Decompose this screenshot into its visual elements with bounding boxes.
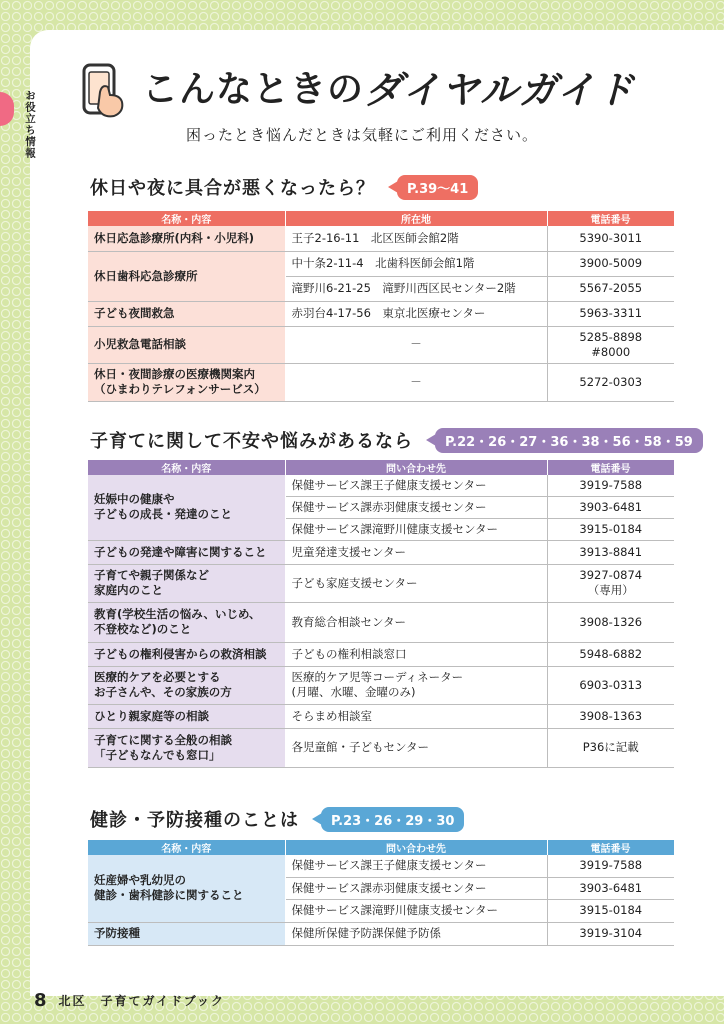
section-heading: 休日や夜に具合が悪くなったら？ (90, 178, 375, 199)
section-title-checkups (90, 806, 464, 832)
row-phone: 3913-8841 (547, 540, 674, 564)
row-info: 保健サービス課王子健康支援センター (285, 855, 547, 877)
phone-line: 3927-0874 (579, 568, 643, 582)
page-ref-badge: P.23・26・29・30 (321, 807, 464, 832)
row-info: 各児童館・子どもセンター (285, 728, 547, 767)
phone-line: （専用） (587, 583, 634, 597)
header-location: 所在地 (285, 211, 547, 226)
holiday-contact-table (88, 211, 675, 402)
header-name: 名称・内容 (88, 211, 285, 226)
phone-hand-icon (80, 62, 128, 118)
info-line: (月曜、水曜、金曜のみ) (291, 685, 416, 699)
name-line: 子どもの成長・発達のこと (94, 507, 232, 522)
name-line: 健診・歯科健診に関すること (94, 888, 244, 903)
table-row (88, 728, 674, 767)
table-header-row (88, 460, 674, 475)
row-name (88, 602, 285, 642)
table-row (88, 602, 674, 642)
table-header-row (88, 840, 674, 855)
name-line: （ひまわりテレフォンサービス） (94, 382, 266, 396)
page-ref-badge: P.22・26・27・36・38・56・58・59 (435, 428, 703, 453)
table-row (88, 666, 674, 704)
header-name: 名称・内容 (88, 460, 285, 475)
row-phone: 5948-6882 (547, 642, 674, 666)
row-name: 休日歯科応急診療所 (88, 251, 285, 301)
table-row (88, 301, 674, 326)
table-header-row (88, 211, 674, 226)
childcare-contact-table (88, 460, 675, 768)
row-phone: 5272-0303 (547, 363, 674, 401)
table-row (88, 226, 674, 251)
header-contact: 問い合わせ先 (285, 840, 547, 855)
row-phone: P36に記載 (547, 728, 674, 767)
page-title (142, 70, 635, 110)
page-subtitle: 困ったとき悩んだときは気軽にご利用ください。 (185, 126, 538, 144)
row-info: 中十条2-11-4 北歯科医師会館1階 (285, 251, 547, 276)
row-info: 保健サービス課赤羽健康支援センター (285, 496, 547, 518)
row-name (88, 475, 285, 540)
header-phone: 電話番号 (547, 211, 674, 226)
row-phone: 3919-7588 (547, 855, 674, 877)
table-row (88, 704, 674, 728)
header-contact: 問い合わせ先 (285, 460, 547, 475)
row-info: － (285, 326, 547, 363)
row-phone (547, 326, 674, 363)
page-header (80, 60, 635, 120)
row-name: 子ども夜間救急 (88, 301, 285, 326)
page-number: 8 (34, 990, 47, 1011)
name-line: 「子どもなんでも窓口」 (94, 747, 221, 762)
sidebar-label: お役立ち情報 (24, 90, 36, 159)
page-ref-badge: P.39～41 (397, 175, 478, 200)
row-info: 子ども家庭支援センター (285, 564, 547, 602)
name-line: 妊娠中の健康や (94, 492, 175, 507)
row-info: 保健サービス課赤羽健康支援センター (285, 877, 547, 899)
sidebar-tab-marker (0, 92, 14, 126)
page-footer (34, 990, 225, 1011)
table-row (88, 475, 674, 496)
section-title-childcare (90, 427, 703, 453)
header-name: 名称・内容 (88, 840, 285, 855)
row-info (285, 666, 547, 704)
info-line: 医療的ケア児等コーディネーター (291, 670, 464, 684)
row-phone: 5963-3311 (547, 301, 674, 326)
name-line: 家庭内のこと (94, 583, 163, 597)
row-name: 小児救急電話相談 (88, 326, 285, 363)
row-phone: 5567-2055 (547, 276, 674, 301)
row-info: 保健サービス課滝野川健康支援センター (285, 899, 547, 922)
name-line: 休日・夜間診療の医療機関案内 (94, 367, 255, 381)
row-info: 滝野川6-21-25 滝野川西区民センター2階 (285, 276, 547, 301)
row-info: 教育総合相談センター (285, 602, 547, 642)
name-line: 妊産婦や乳幼児の (94, 873, 186, 888)
row-name (88, 363, 285, 401)
row-name (88, 666, 285, 704)
table-row (88, 540, 674, 564)
section-heading: 子育てに関して不安や悩みがあるなら (90, 431, 413, 452)
row-name (88, 855, 285, 922)
table-row (88, 642, 674, 666)
row-info: 児童発達支援センター (285, 540, 547, 564)
table-row (88, 922, 674, 945)
table-row (88, 855, 674, 877)
row-phone (547, 564, 674, 602)
section-title-holiday (90, 174, 478, 200)
row-phone: 3919-7588 (547, 475, 674, 496)
table-row (88, 251, 674, 276)
row-name (88, 728, 285, 767)
book-title: 北区 子育てガイドブック (58, 994, 225, 1008)
row-name: 子どもの権利侵害からの救済相談 (88, 642, 285, 666)
row-info: － (285, 363, 547, 401)
row-info: 保健サービス課王子健康支援センター (285, 475, 547, 496)
row-phone: 6903-0313 (547, 666, 674, 704)
row-name: ひとり親家庭等の相談 (88, 704, 285, 728)
row-name: 予防接種 (88, 922, 285, 945)
row-name: 休日応急診療所(内科・小児科) (88, 226, 285, 251)
name-line: 子育てや親子関係など (94, 568, 209, 582)
table-row (88, 326, 674, 363)
row-name (88, 564, 285, 602)
phone-line: #8000 (591, 344, 631, 359)
row-phone: 3915-0184 (547, 899, 674, 922)
row-info: 保健サービス課滝野川健康支援センター (285, 518, 547, 540)
header-phone: 電話番号 (547, 460, 674, 475)
name-line: 不登校など)のこと (94, 622, 192, 636)
row-phone: 3915-0184 (547, 518, 674, 540)
row-info: 王子2-16-11 北区医師会館2階 (285, 226, 547, 251)
phone-line: 5285-8898 (579, 329, 643, 344)
row-name: 子どもの発達や障害に関すること (88, 540, 285, 564)
row-phone: 3919-3104 (547, 922, 674, 945)
row-phone: 3903-6481 (547, 877, 674, 899)
row-phone: 5390-3011 (547, 226, 674, 251)
table-row (88, 564, 674, 602)
name-line: お子さんや、その家族の方 (94, 685, 232, 699)
checkup-contact-table (88, 840, 675, 946)
row-info: 保健所保健予防課保健予防係 (285, 922, 547, 945)
table-row (88, 363, 674, 401)
name-line: 教育(学校生活の悩み、いじめ、 (94, 607, 261, 621)
row-phone: 3908-1363 (547, 704, 674, 728)
section-heading: 健診・予防接種のことは (90, 810, 299, 831)
row-info: 赤羽台4-17-56 東京北医療センター (285, 301, 547, 326)
row-info: 子どもの権利相談窓口 (285, 642, 547, 666)
row-phone: 3903-6481 (547, 496, 674, 518)
name-line: 子育てに関する全般の相談 (94, 732, 232, 747)
row-phone: 3900-5009 (547, 251, 674, 276)
header-phone: 電話番号 (547, 840, 674, 855)
row-phone: 3908-1326 (547, 602, 674, 642)
name-line: 医療的ケアを必要とする (94, 670, 221, 684)
row-info: そらまめ相談室 (285, 704, 547, 728)
title-highlight: ダイヤルガイド (364, 68, 635, 112)
title-main: こんなときの (142, 69, 365, 110)
